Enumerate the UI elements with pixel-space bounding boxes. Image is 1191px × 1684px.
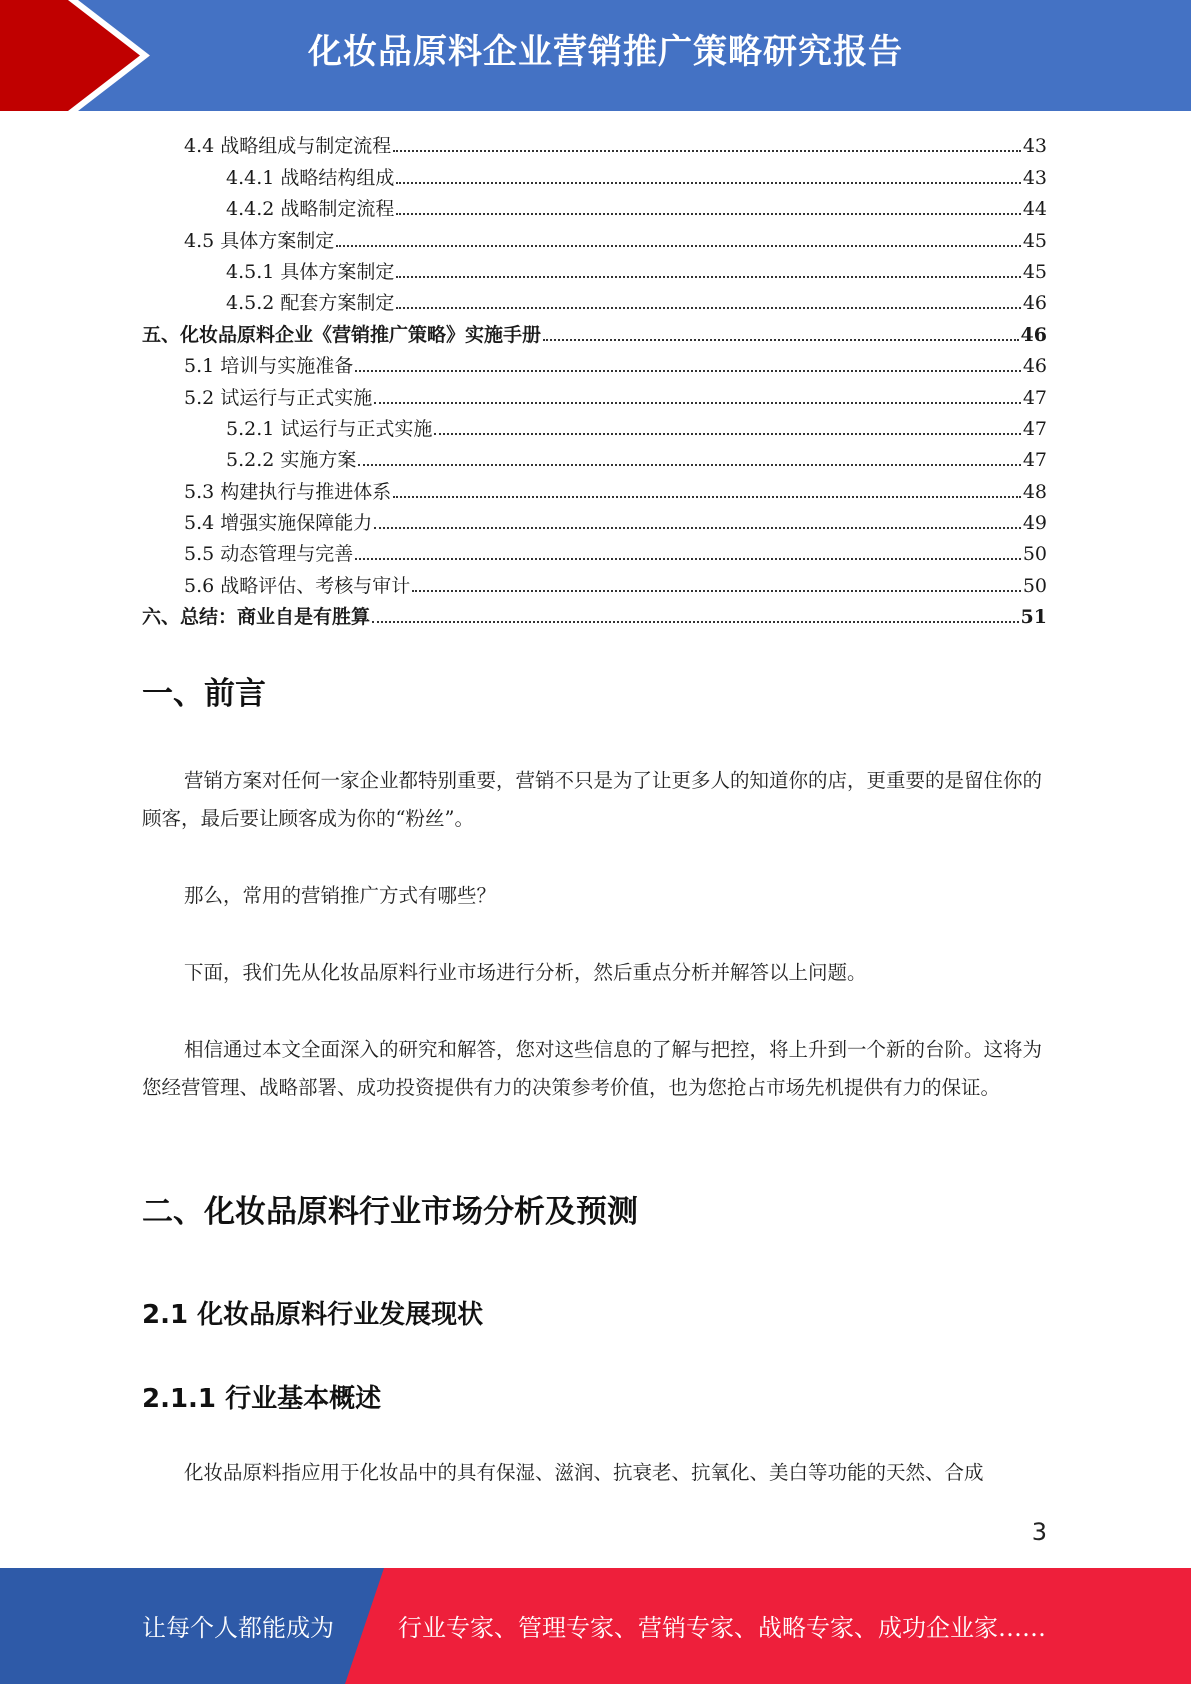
page-number: 3 (1031, 1518, 1047, 1546)
body-paragraph: 下面，我们先从化妆品原料行业市场进行分析，然后重点分析并解答以上问题。 (184, 961, 867, 984)
toc-leader (358, 464, 1020, 466)
toc-leader (336, 245, 1021, 247)
toc-leader (393, 150, 1021, 152)
report-title: 化妆品原料企业营销推广策略研究报告 (308, 32, 903, 72)
body-paragraph: 营销方案对任何一家企业都特别重要，营销不只是为了让更多人的知道你的店，更重要的是留住你的顾客，最后要让顾客成为你的“粉丝”。 (142, 769, 1043, 830)
toc-leader (396, 276, 1020, 278)
toc-page: 47 (1022, 449, 1047, 472)
page-header (0, 0, 1191, 111)
toc-label: 4.5.1 具体方案制定 (226, 260, 395, 283)
toc-label: 5.4 增强实施保障能力 (184, 512, 373, 535)
toc-page: 46 (1022, 292, 1047, 315)
toc-entry[interactable] (142, 505, 1047, 536)
toc-entry[interactable] (142, 442, 1047, 473)
toc-leader (372, 621, 1019, 623)
footer-slogan-right: 行业专家、管理专家、营销专家、战略专家、成功企业家…… (398, 1614, 1046, 1642)
toc-leader (374, 402, 1021, 404)
toc-leader (355, 558, 1021, 560)
toc-label: 4.5.2 配套方案制定 (226, 292, 395, 315)
toc-entry[interactable] (142, 411, 1047, 442)
toc-page: 48 (1022, 480, 1047, 503)
toc-page: 49 (1022, 512, 1047, 535)
toc-page: 50 (1022, 574, 1047, 597)
toc-label: 5.6 战略评估、考核与审计 (184, 574, 411, 597)
toc-entry[interactable] (142, 348, 1047, 379)
toc-entry[interactable] (142, 159, 1047, 190)
toc-entry[interactable] (142, 128, 1047, 159)
toc-leader (396, 307, 1020, 309)
toc-leader (355, 370, 1021, 372)
toc-label: 4.5 具体方案制定 (184, 229, 335, 252)
toc-label: 4.4.2 战略制定流程 (226, 198, 395, 221)
subsubsection-heading: 2.1.1 行业基本概述 (142, 1384, 382, 1414)
body-paragraph: 那么，常用的营销推广方式有哪些？ (184, 884, 497, 907)
toc-entry[interactable] (142, 599, 1047, 630)
toc-label: 六、总结：商业自是有胜算 (142, 606, 371, 629)
toc-leader (396, 182, 1020, 184)
toc-label: 4.4 战略组成与制定流程 (184, 135, 392, 158)
section-heading-market-analysis: 二、化妆品原料行业市场分析及预测 (142, 1194, 638, 1230)
page-footer (0, 1568, 1191, 1684)
toc-label: 5.5 动态管理与完善 (184, 543, 354, 566)
toc-page: 45 (1022, 229, 1047, 252)
toc-page: 47 (1022, 386, 1047, 409)
table-of-contents (142, 128, 1047, 630)
subsection-heading: 2.1 化妆品原料行业发展现状 (142, 1300, 484, 1330)
toc-page: 43 (1022, 166, 1047, 189)
toc-label: 5.3 构建执行与推进体系 (184, 480, 392, 503)
toc-label: 5.2 试运行与正式实施 (184, 386, 373, 409)
body-paragraph: 化妆品原料指应用于化妆品中的具有保湿、滋润、抗衰老、抗氧化、美白等功能的天然、合成 (184, 1461, 984, 1484)
toc-leader (393, 496, 1021, 498)
toc-page: 44 (1022, 198, 1047, 221)
toc-leader (396, 213, 1020, 215)
footer-slogan-left: 让每个人都能成为 (142, 1614, 334, 1642)
toc-label: 五、化妆品原料企业《营销推广策略》实施手册 (142, 323, 542, 346)
toc-leader (412, 590, 1021, 592)
toc-leader (374, 527, 1021, 529)
toc-entry[interactable] (142, 222, 1047, 253)
toc-leader (434, 433, 1020, 435)
toc-entry[interactable] (142, 536, 1047, 567)
body-paragraph: 相信通过本文全面深入的研究和解答，您对这些信息的了解与把控，将上升到一个新的台阶。这将为您经营管理、战略部署、成功投资提供有力的决策参考价值，也为您抢占市场先机提供有力的保证。 (142, 1038, 1043, 1099)
toc-entry[interactable] (142, 191, 1047, 222)
toc-page: 43 (1022, 135, 1047, 158)
toc-leader (543, 339, 1019, 341)
toc-page: 45 (1022, 260, 1047, 283)
toc-label: 4.4.1 战略结构组成 (226, 166, 395, 189)
toc-entry[interactable] (142, 254, 1047, 285)
toc-page: 46 (1020, 323, 1047, 346)
chevron-arrow-icon (0, 0, 150, 111)
toc-label: 5.1 培训与实施准备 (184, 355, 354, 378)
toc-entry[interactable] (142, 285, 1047, 316)
toc-page: 51 (1020, 606, 1047, 629)
section-heading-preface: 一、前言 (142, 676, 266, 712)
toc-label: 5.2.1 试运行与正式实施 (226, 417, 433, 440)
toc-entry[interactable] (142, 473, 1047, 504)
toc-page: 46 (1022, 355, 1047, 378)
toc-page: 47 (1022, 417, 1047, 440)
toc-label: 5.2.2 实施方案 (226, 449, 357, 472)
toc-entry[interactable] (142, 567, 1047, 598)
toc-entry[interactable] (142, 316, 1047, 347)
toc-entry[interactable] (142, 379, 1047, 410)
toc-page: 50 (1022, 543, 1047, 566)
